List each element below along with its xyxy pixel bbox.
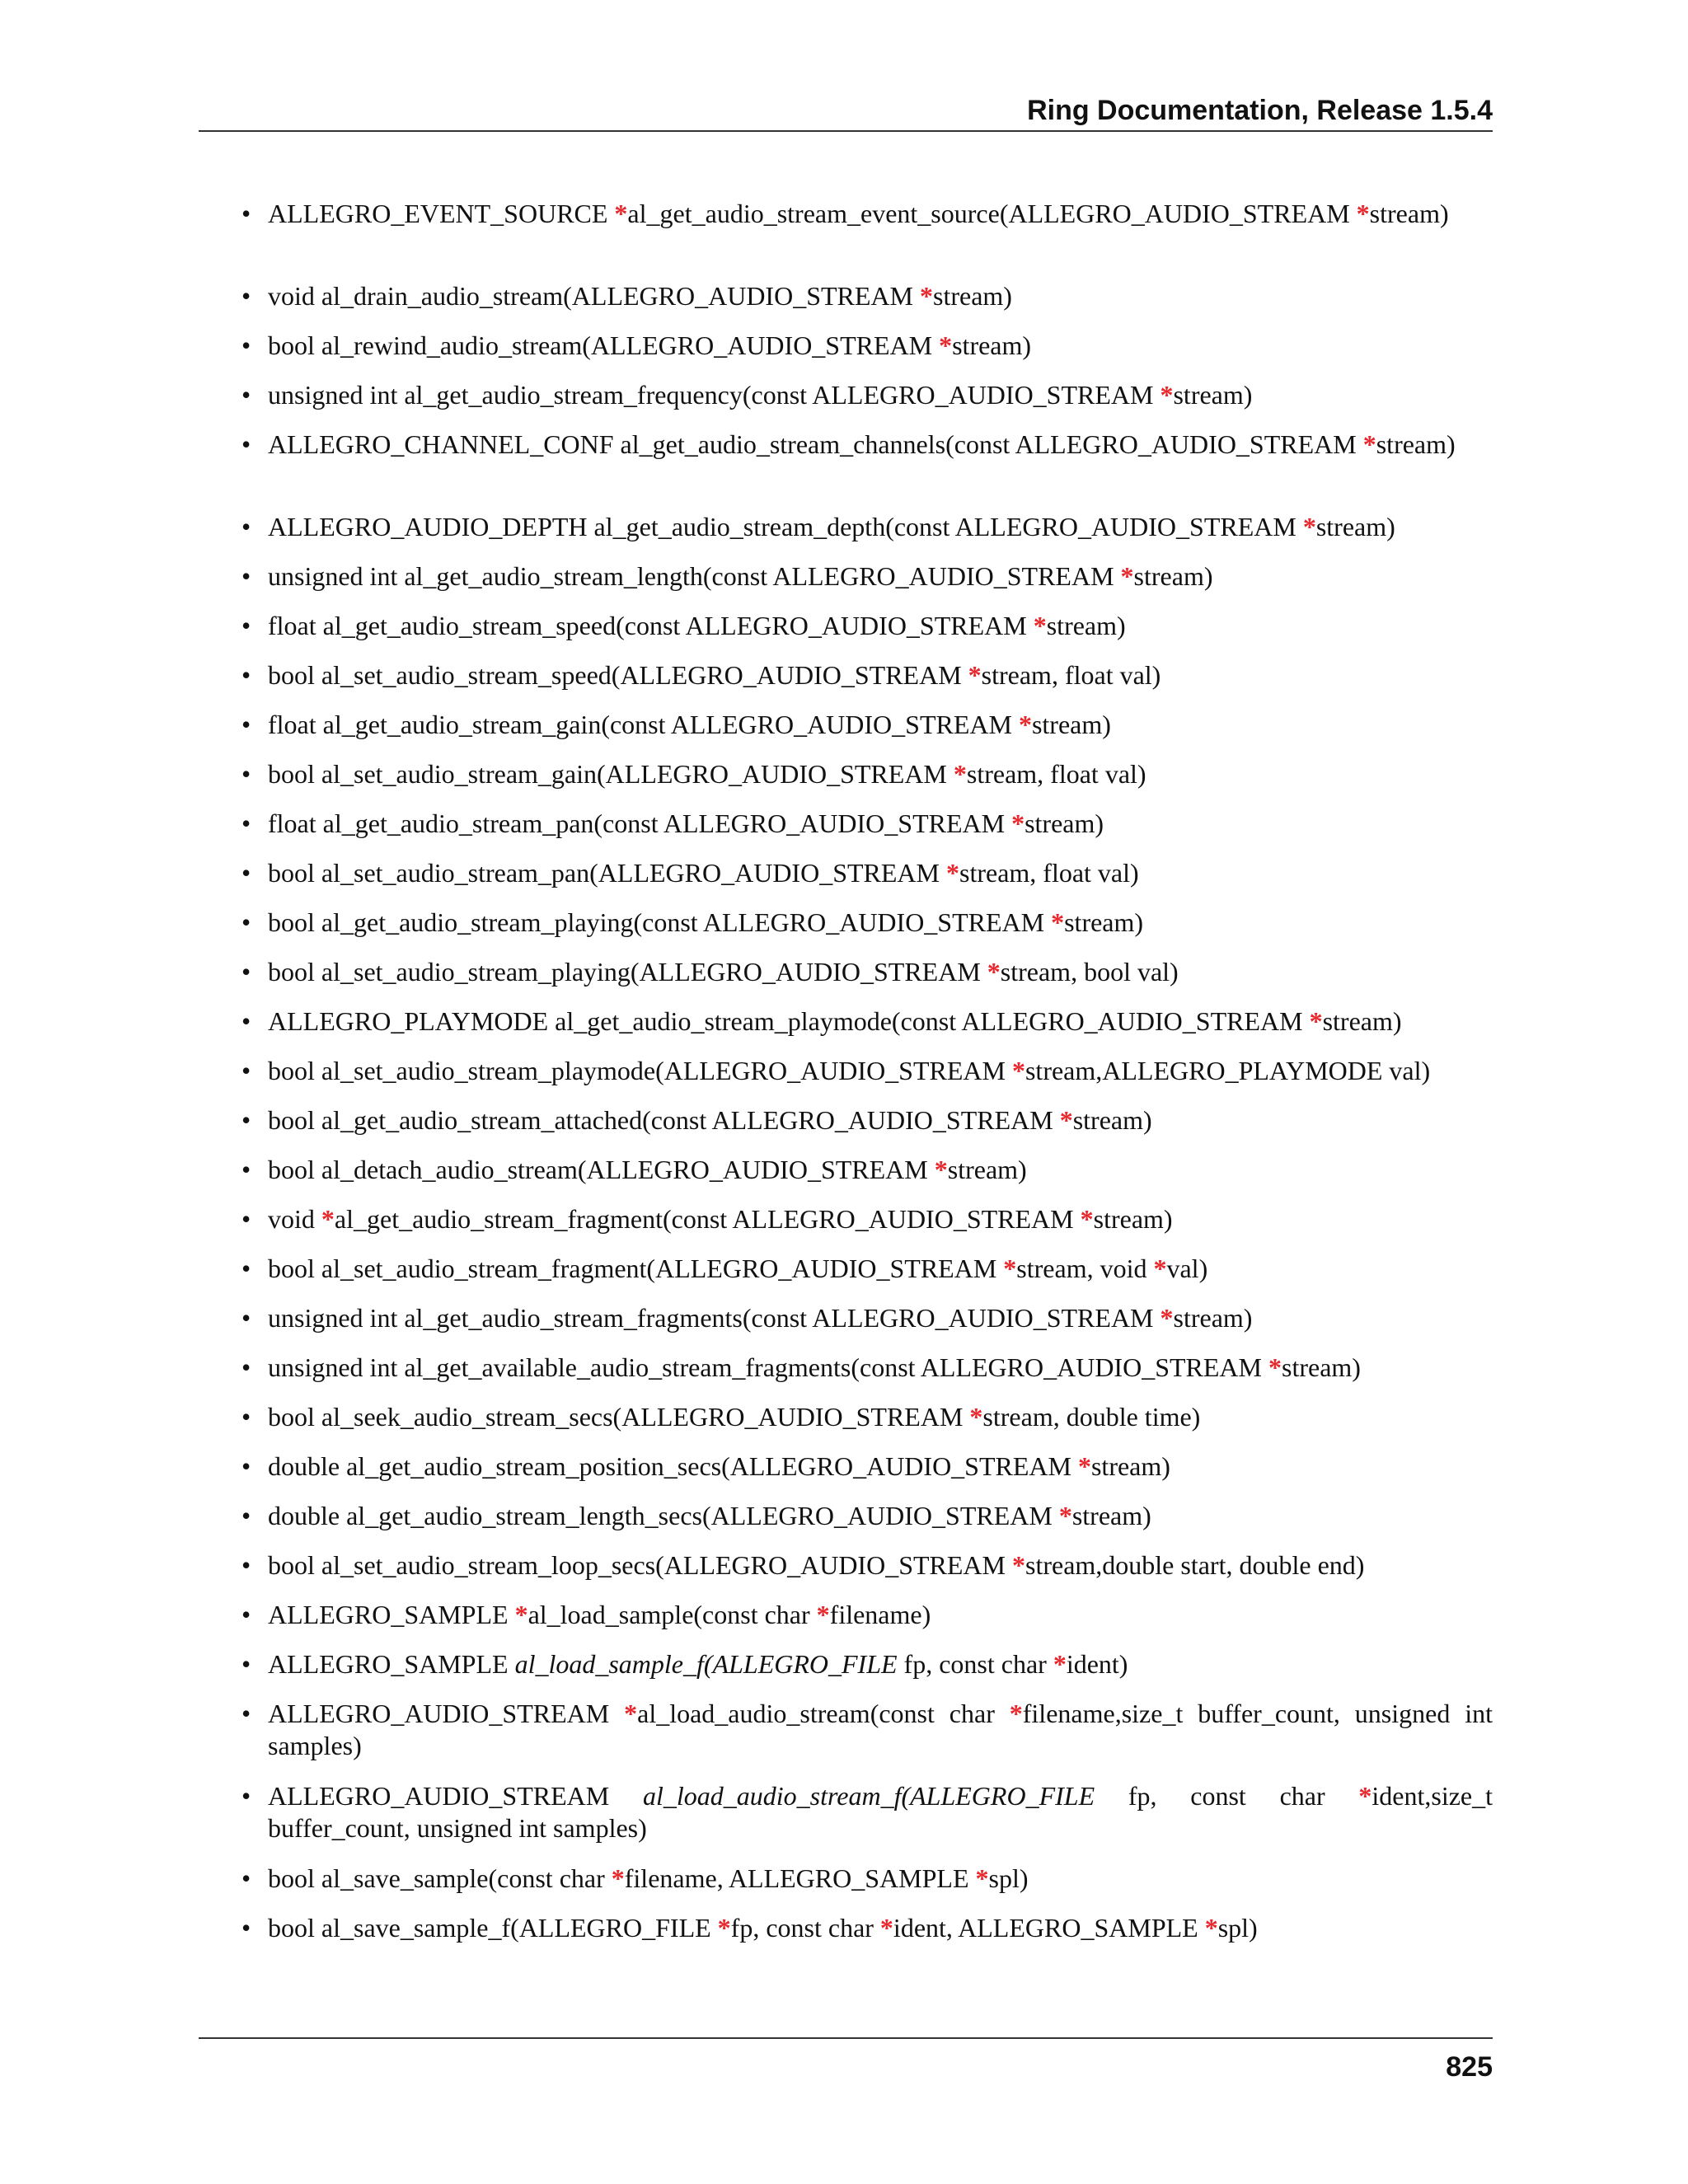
text-segment: val)	[1166, 1254, 1208, 1283]
text-segment: fp, const char	[897, 1649, 1053, 1679]
pointer-asterisk: *	[1120, 561, 1134, 591]
text-segment: float al_get_audio_stream_speed(const ALLEGRO_AUDIO_STREAM	[268, 611, 1034, 640]
list-item	[240, 198, 1493, 280]
text-segment: bool al_set_audio_stream_playmode(ALLEGRO_AUDIO_STREAM	[268, 1056, 1012, 1085]
text-segment: stream)	[1025, 808, 1104, 838]
text-segment: stream)	[947, 1155, 1027, 1184]
pointer-asterisk: *	[987, 957, 1001, 987]
text-segment: stream, float val)	[959, 858, 1139, 888]
text-segment: ALLEGRO_SAMPLE	[268, 1600, 515, 1629]
text-segment: stream)	[952, 330, 1032, 360]
pointer-asterisk: *	[321, 1204, 335, 1234]
pointer-asterisk: *	[1356, 199, 1370, 228]
text-segment: double al_get_audio_stream_length_secs(ALLEGRO_AUDIO_STREAM	[268, 1501, 1059, 1530]
pointer-asterisk: *	[1160, 1303, 1174, 1333]
text-segment: stream)	[1064, 907, 1144, 937]
pointer-asterisk: *	[1362, 429, 1376, 459]
text-segment: float al_get_audio_stream_gain(const ALLEGRO_AUDIO_STREAM	[268, 710, 1019, 739]
italic-segment: al_load_audio_stream_f(ALLEGRO_FILE	[642, 1781, 1095, 1811]
text-segment: stream)	[1173, 380, 1253, 410]
pointer-asterisk: *	[1077, 1451, 1091, 1481]
text-segment: ALLEGRO_SAMPLE	[268, 1649, 515, 1679]
list-item	[240, 1352, 1493, 1401]
text-segment: ident)	[1066, 1649, 1128, 1679]
text-segment: ALLEGRO_AUDIO_DEPTH al_get_audio_stream_depth(const ALLEGRO_AUDIO_STREAM	[268, 512, 1303, 541]
list-item	[240, 956, 1493, 1005]
pointer-asterisk: *	[514, 1600, 528, 1629]
pointer-asterisk: *	[1080, 1204, 1094, 1234]
pointer-asterisk: *	[816, 1600, 830, 1629]
text-segment: bool al_save_sample(const char	[268, 1863, 612, 1893]
pointer-asterisk: *	[945, 858, 959, 888]
text-segment: al_load_audio_stream(const char	[637, 1699, 1010, 1728]
text-segment: filename,size_t buffer_count, unsigned int samples)	[268, 1699, 1493, 1760]
text-segment: unsigned int al_get_available_audio_stream_fragments(const ALLEGRO_AUDIO_STREAM	[268, 1352, 1268, 1382]
pointer-asterisk: *	[611, 1863, 625, 1893]
text-segment: ALLEGRO_EVENT_SOURCE	[268, 199, 615, 228]
pointer-asterisk: *	[975, 1863, 989, 1893]
text-segment: ident,size_t buffer_count, unsigned int samples)	[268, 1781, 1493, 1843]
text-segment: ALLEGRO_AUDIO_STREAM	[268, 1781, 643, 1811]
list-item	[240, 758, 1493, 808]
text-segment: ALLEGRO_PLAYMODE al_get_audio_stream_playmode(const ALLEGRO_AUDIO_STREAM	[268, 1006, 1310, 1036]
pointer-asterisk: *	[1268, 1352, 1282, 1382]
list-item	[240, 808, 1493, 857]
list-item	[240, 1912, 1493, 1961]
list-item	[240, 560, 1493, 610]
text-segment: stream,ALLEGRO_PLAYMODE val)	[1025, 1056, 1431, 1085]
pointer-asterisk: *	[919, 281, 933, 311]
text-segment: fp, const char	[1095, 1781, 1359, 1811]
text-segment: stream)	[1031, 710, 1111, 739]
text-segment: al_get_audio_stream_fragment(const ALLEGRO_AUDIO_STREAM	[334, 1204, 1081, 1234]
list-item	[240, 857, 1493, 907]
pointer-asterisk: *	[1059, 1105, 1073, 1135]
pointer-asterisk: *	[1018, 710, 1032, 739]
text-segment: stream)	[1093, 1204, 1173, 1234]
text-segment: stream, void	[1016, 1254, 1154, 1283]
text-segment: void al_drain_audio_stream(ALLEGRO_AUDIO_STREAM	[268, 281, 920, 311]
text-segment: bool al_get_audio_stream_attached(const ALLEGRO_AUDIO_STREAM	[268, 1105, 1060, 1135]
pointer-asterisk: *	[717, 1913, 731, 1943]
list-item	[240, 1401, 1493, 1451]
italic-segment: al_load_sample_f(ALLEGRO_FILE	[514, 1649, 898, 1679]
text-segment: stream)	[1072, 1105, 1152, 1135]
text-segment: stream, double time)	[982, 1402, 1201, 1432]
text-segment: bool al_seek_audio_stream_secs(ALLEGRO_AUDIO_STREAM	[268, 1402, 970, 1432]
text-segment: stream)	[1281, 1352, 1361, 1382]
pointer-asterisk: *	[1053, 1649, 1067, 1679]
text-segment: stream)	[1315, 512, 1395, 541]
text-segment: bool al_set_audio_stream_playing(ALLEGRO_AUDIO_STREAM	[268, 957, 987, 987]
list-item	[240, 379, 1493, 429]
text-segment: filename, ALLEGRO_SAMPLE	[624, 1863, 976, 1893]
text-segment: ident, ALLEGRO_SAMPLE	[893, 1913, 1205, 1943]
list-item	[240, 1203, 1493, 1253]
text-segment: ALLEGRO_CHANNEL_CONF al_get_audio_stream_channels(const ALLEGRO_AUDIO_STREAM	[268, 429, 1363, 459]
text-segment: unsigned int al_get_audio_stream_frequency(const ALLEGRO_AUDIO_STREAM	[268, 380, 1160, 410]
pointer-asterisk: *	[1009, 1699, 1023, 1728]
text-segment: float al_get_audio_stream_pan(const ALLEGRO_AUDIO_STREAM	[268, 808, 1012, 838]
list-item	[240, 1154, 1493, 1203]
text-segment: stream, float val)	[981, 660, 1161, 690]
text-segment: stream)	[1133, 561, 1213, 591]
pointer-asterisk: *	[1160, 380, 1174, 410]
text-segment: bool al_set_audio_stream_loop_secs(ALLEGRO_AUDIO_STREAM	[268, 1550, 1012, 1580]
pointer-asterisk: *	[1011, 808, 1025, 838]
text-segment: double al_get_audio_stream_position_secs(ALLEGRO_AUDIO_STREAM	[268, 1451, 1078, 1481]
page-footer	[199, 2037, 1493, 2083]
text-segment: al_get_audio_stream_event_source(ALLEGRO_AUDIO_STREAM	[627, 199, 1357, 228]
list-item	[240, 1648, 1493, 1698]
text-segment: al_load_sample(const char	[528, 1600, 817, 1629]
list-item	[240, 1253, 1493, 1302]
list-item	[240, 659, 1493, 709]
text-segment: bool al_set_audio_stream_pan(ALLEGRO_AUDIO_STREAM	[268, 858, 946, 888]
text-segment: ALLEGRO_AUDIO_STREAM	[268, 1699, 625, 1728]
list-item	[240, 1451, 1493, 1500]
list-item	[240, 1302, 1493, 1352]
list-item	[240, 1549, 1493, 1599]
list-item	[240, 907, 1493, 956]
text-segment: stream)	[1071, 1501, 1151, 1530]
list-item	[240, 1104, 1493, 1154]
document-title: Ring Documentation, Release 1.5.4	[1027, 95, 1493, 126]
pointer-asterisk: *	[1003, 1254, 1017, 1283]
list-item	[240, 1780, 1493, 1863]
pointer-asterisk: *	[1011, 1056, 1025, 1085]
text-segment: bool al_set_audio_stream_gain(ALLEGRO_AUDIO_STREAM	[268, 759, 954, 789]
text-segment: void	[268, 1204, 321, 1234]
text-segment: stream)	[1173, 1303, 1253, 1333]
pointer-asterisk: *	[1358, 1781, 1372, 1811]
pointer-asterisk: *	[953, 759, 967, 789]
list-item	[240, 1055, 1493, 1104]
pointer-asterisk: *	[624, 1699, 638, 1728]
list-item	[240, 1500, 1493, 1549]
text-segment: stream,double start, double end)	[1025, 1550, 1365, 1580]
text-segment: bool al_detach_audio_stream(ALLEGRO_AUDIO_STREAM	[268, 1155, 935, 1184]
list-item	[240, 1698, 1493, 1780]
pointer-asterisk: *	[934, 1155, 948, 1184]
pointer-asterisk: *	[939, 330, 953, 360]
text-segment: bool al_save_sample_f(ALLEGRO_FILE	[268, 1913, 718, 1943]
pointer-asterisk: *	[1302, 512, 1316, 541]
text-segment: filename)	[829, 1600, 931, 1629]
text-segment: bool al_rewind_audio_stream(ALLEGRO_AUDIO_STREAM	[268, 330, 940, 360]
list-item	[240, 280, 1493, 330]
pointer-asterisk: *	[1011, 1550, 1025, 1580]
pointer-asterisk: *	[1058, 1501, 1072, 1530]
pointer-asterisk: *	[1051, 907, 1065, 937]
list-item	[240, 1599, 1493, 1648]
text-segment: spl)	[988, 1863, 1029, 1893]
text-segment: unsigned int al_get_audio_stream_length(const ALLEGRO_AUDIO_STREAM	[268, 561, 1121, 591]
pointer-asterisk: *	[968, 660, 982, 690]
list-item	[240, 330, 1493, 379]
text-segment: spl)	[1217, 1913, 1258, 1943]
pointer-asterisk: *	[969, 1402, 983, 1432]
list-item	[240, 429, 1493, 511]
text-segment: stream)	[1376, 429, 1456, 459]
pointer-asterisk: *	[614, 199, 628, 228]
list-item	[240, 610, 1493, 659]
text-segment: stream)	[1369, 199, 1449, 228]
pointer-asterisk: *	[879, 1913, 893, 1943]
text-segment: stream)	[1046, 611, 1126, 640]
text-segment: stream)	[1322, 1006, 1402, 1036]
text-segment: stream)	[1090, 1451, 1170, 1481]
list-item	[240, 511, 1493, 560]
text-segment: stream, float val)	[966, 759, 1146, 789]
list-item	[240, 1863, 1493, 1912]
pointer-asterisk: *	[1204, 1913, 1218, 1943]
text-segment: bool al_set_audio_stream_speed(ALLEGRO_AUDIO_STREAM	[268, 660, 968, 690]
list-item	[240, 1005, 1493, 1055]
text-segment: unsigned int al_get_audio_stream_fragments(const ALLEGRO_AUDIO_STREAM	[268, 1303, 1160, 1333]
text-segment: stream, bool val)	[1000, 957, 1179, 987]
pointer-asterisk: *	[1309, 1006, 1323, 1036]
page-number: 825	[1446, 2051, 1493, 2083]
list-item	[240, 709, 1493, 758]
text-segment: bool al_get_audio_stream_playing(const ALLEGRO_AUDIO_STREAM	[268, 907, 1052, 937]
pointer-asterisk: *	[1033, 611, 1047, 640]
pointer-asterisk: *	[1153, 1254, 1167, 1283]
function-list	[240, 198, 1493, 1961]
page-header	[199, 91, 1493, 132]
text-segment: bool al_set_audio_stream_fragment(ALLEGRO_AUDIO_STREAM	[268, 1254, 1004, 1283]
text-segment: fp, const char	[730, 1913, 880, 1943]
page-content	[240, 198, 1493, 1961]
text-segment: stream)	[932, 281, 1012, 311]
